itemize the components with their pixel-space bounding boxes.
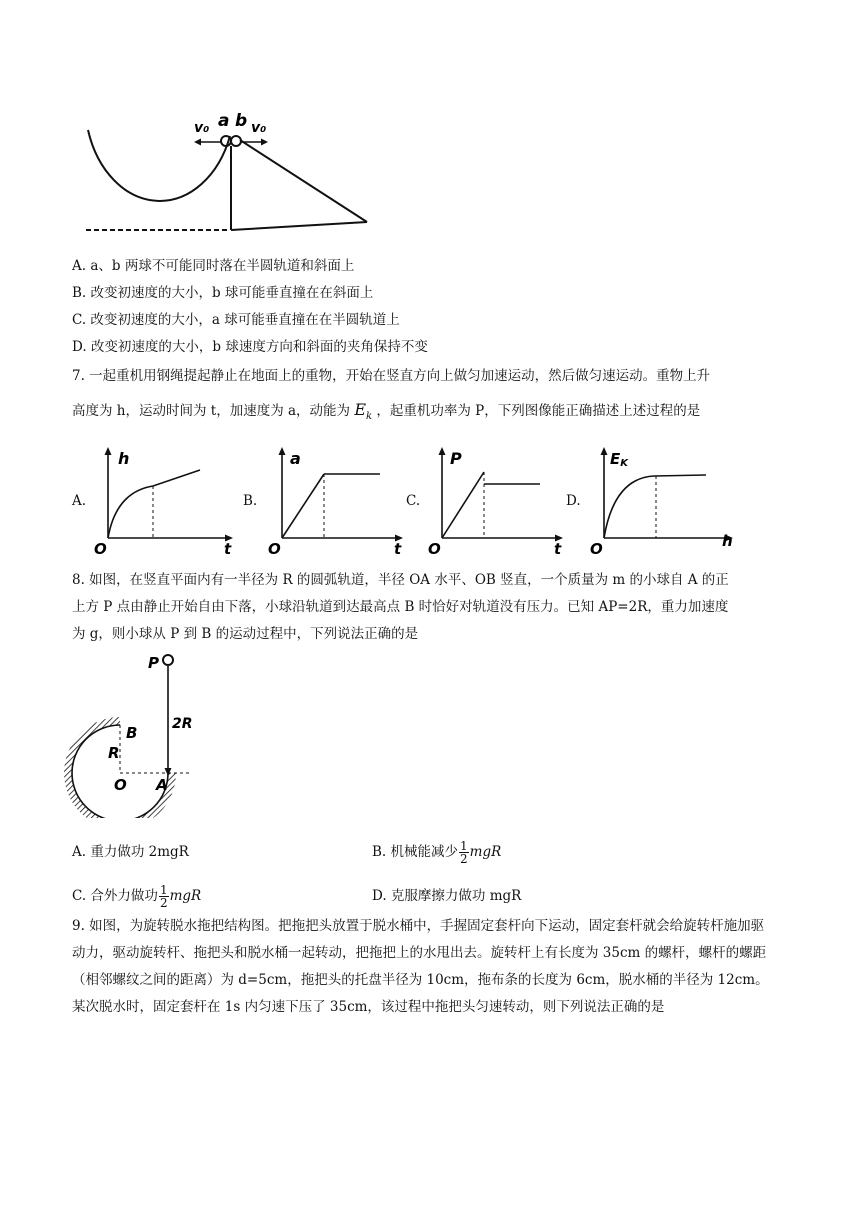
q7-line1: 7. 一起重机用钢绳提起静止在地面上的重物，开始在竖直方向上做匀加速运动，然后做匀速运动。重物上升	[72, 368, 711, 384]
q6-v-right: v₀	[251, 120, 267, 136]
q6-option-a: A. a、b 两球不可能同时落在半圆轨道和斜面上	[72, 258, 355, 274]
q7b-x-axis: t	[394, 540, 402, 556]
q9-text: 9. 如图，为旋转脱水拖把结构图。把拖把头放置于脱水桶中，手握固定套杆向下运动，固定套杆就会给旋转杆施加驱动力，驱动旋转杆、拖把头和脱水桶一起转动，把拖把上的水甩出去。旋转杆上有长度为 35cm 的螺杆，螺杆的螺距（相邻螺纹之间的距离）为 d=5cm，拖把头的托盘半径为 10cm，拖布条的长度为 6cm，脱水桶的半径为 12cm。某次脱水时，固定套杆在 1s 内匀速下压了 35cm，该过程中拖把头匀速转动，则下列说法正确的是	[72, 918, 769, 1015]
q7d-x-axis: h	[722, 532, 733, 550]
q7-graph-a	[88, 444, 238, 556]
q8-option-d: D. 克服摩擦力做功 mgR	[372, 888, 522, 904]
q8-option-c: C. 合外力做功 $\frac{1}{2}$ mgR	[72, 883, 202, 910]
q6-figure	[80, 100, 380, 240]
q7c-y-axis: P	[450, 449, 462, 468]
q8-label-r: R	[108, 744, 120, 762]
q8-figure	[40, 648, 240, 818]
q7c-x-axis: t	[554, 540, 562, 556]
q7a-origin: O	[94, 540, 107, 556]
q7-line2: 高度为 h，运动时间为 t，加速度为 a，动能为 $E_k$ ，起重机功率为 P，下列图像能正确描述上述过程的是	[72, 400, 701, 423]
q8-label-p: P	[148, 654, 159, 672]
q6-label-b: b	[235, 111, 248, 131]
q8-option-a: A. 重力做功 2mgR	[72, 844, 189, 860]
q7d-y-axis: EK	[610, 450, 628, 469]
q7d-origin: O	[590, 540, 603, 556]
q7a-y-axis: h	[118, 449, 130, 468]
q7-ek-symbol: $E_k$	[354, 400, 373, 423]
q6-option-c: C. 改变初速度的大小，a 球可能垂直撞在在半圆轨道上	[72, 312, 400, 328]
q6-option-b: B. 改变初速度的大小，b 球可能垂直撞在在斜面上	[72, 285, 374, 301]
q7a-x-axis: t	[224, 540, 232, 556]
q8-label-2r: 2R	[172, 716, 193, 732]
q7b-origin: O	[268, 540, 281, 556]
q7-graph-d-label: D.	[566, 493, 581, 509]
q8-label-o: O	[114, 776, 127, 794]
q7-graph-d	[584, 444, 744, 556]
q7-graph-b	[262, 444, 412, 556]
q7-graph-b-label: B.	[243, 493, 258, 509]
q8-line1: 8. 如图，在竖直平面内有一半径为 R 的圆弧轨道，半径 OA 水平、OB 竖直，一个质量为 m 的小球自 A 的正	[72, 572, 729, 588]
q8-line2: 上方 P 点由静止开始自由下落，小球沿轨道到达最高点 B 时恰好对轨道没有压力。已知 AP=2R，重力加速度	[72, 599, 729, 615]
q7-graph-c-label: C.	[406, 493, 421, 509]
q6-label-a: a	[218, 111, 230, 131]
q8-option-b: B. 机械能减少 $\frac{1}{2}$ mgR	[372, 839, 502, 866]
q8-label-a: A	[156, 776, 168, 794]
q7c-origin: O	[428, 540, 441, 556]
q8-label-b: B	[126, 724, 138, 742]
q6-option-d: D. 改变初速度的大小，b 球速度方向和斜面的夹角保持不变	[72, 339, 428, 355]
q7-graph-c	[422, 444, 572, 556]
q7b-y-axis: a	[290, 449, 301, 468]
q6-v-left: v₀	[194, 120, 210, 136]
q8-line3: 为 g，则小球从 P 到 B 的运动过程中，下列说法正确的是	[72, 626, 419, 642]
q7-graph-a-label: A.	[72, 493, 87, 509]
